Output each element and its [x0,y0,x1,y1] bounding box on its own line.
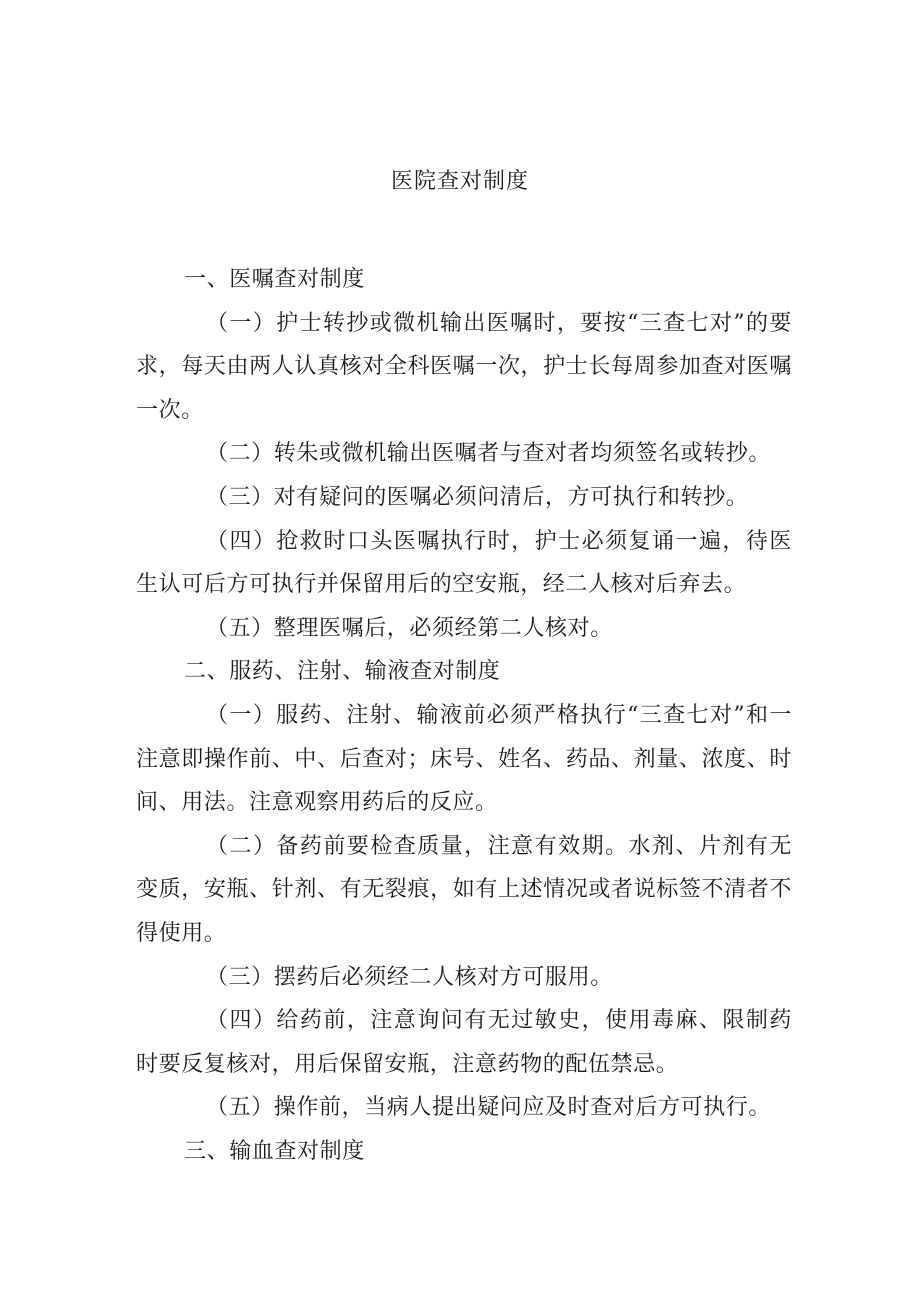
document-body [136,258,792,1173]
paragraph: （一）服药、注射、输液前必须严格执行“三查七对”和一注意即操作前、中、后查对；床号、姓名、药品、剂量、浓度、时间、用法。注意观察用药后的反应。 [136,702,792,816]
document-title: 医院查对制度 [390,169,529,194]
paragraph: （三）对有疑问的医嘱必须问清后，方可执行和转抄。 [206,484,749,510]
paragraph: （四）给药前，注意询问有无过敏史，使用毒麻、限制药时要反复核对，用后保留安瓶，注意药物的配伍禁忌。 [136,1008,792,1077]
section-heading: 一、医嘱查对制度 [184,267,365,292]
paragraph: （一）护士转抄或微机输出医嘱时，要按“三查七对”的要求，每天由两人认真核对全科医嘱一次，护士长每周参加查对医嘱一次。 [136,310,792,423]
paragraph: （二）转朱或微机输出医嘱者与查对者均须签名或转抄。 [206,441,772,467]
paragraph: （二）备药前要检查质量，注意有效期。水剂、片剂有无变质，安瓶、针剂、有无裂痕，如有上述情况或者说标签不清者不得使用。 [136,833,792,946]
paragraph: （五）操作前，当病人提出疑问应及时查对后方可执行。 [206,1095,772,1121]
paragraph: （四）抢救时口头医嘱执行时，护士必须复诵一遍，待医生认可后方可执行并保留用后的空安瓶，经二人核对后弃去。 [136,528,792,598]
paragraph: （三）摆药后必须经二人核对方可服用。 [206,964,613,990]
paragraph: （五）整理医嘱后，必须经第二人核对。 [206,615,613,641]
section-heading: 二、服药、注射、输液查对制度 [184,659,501,685]
section-heading: 三、输血查对制度 [184,1138,365,1164]
